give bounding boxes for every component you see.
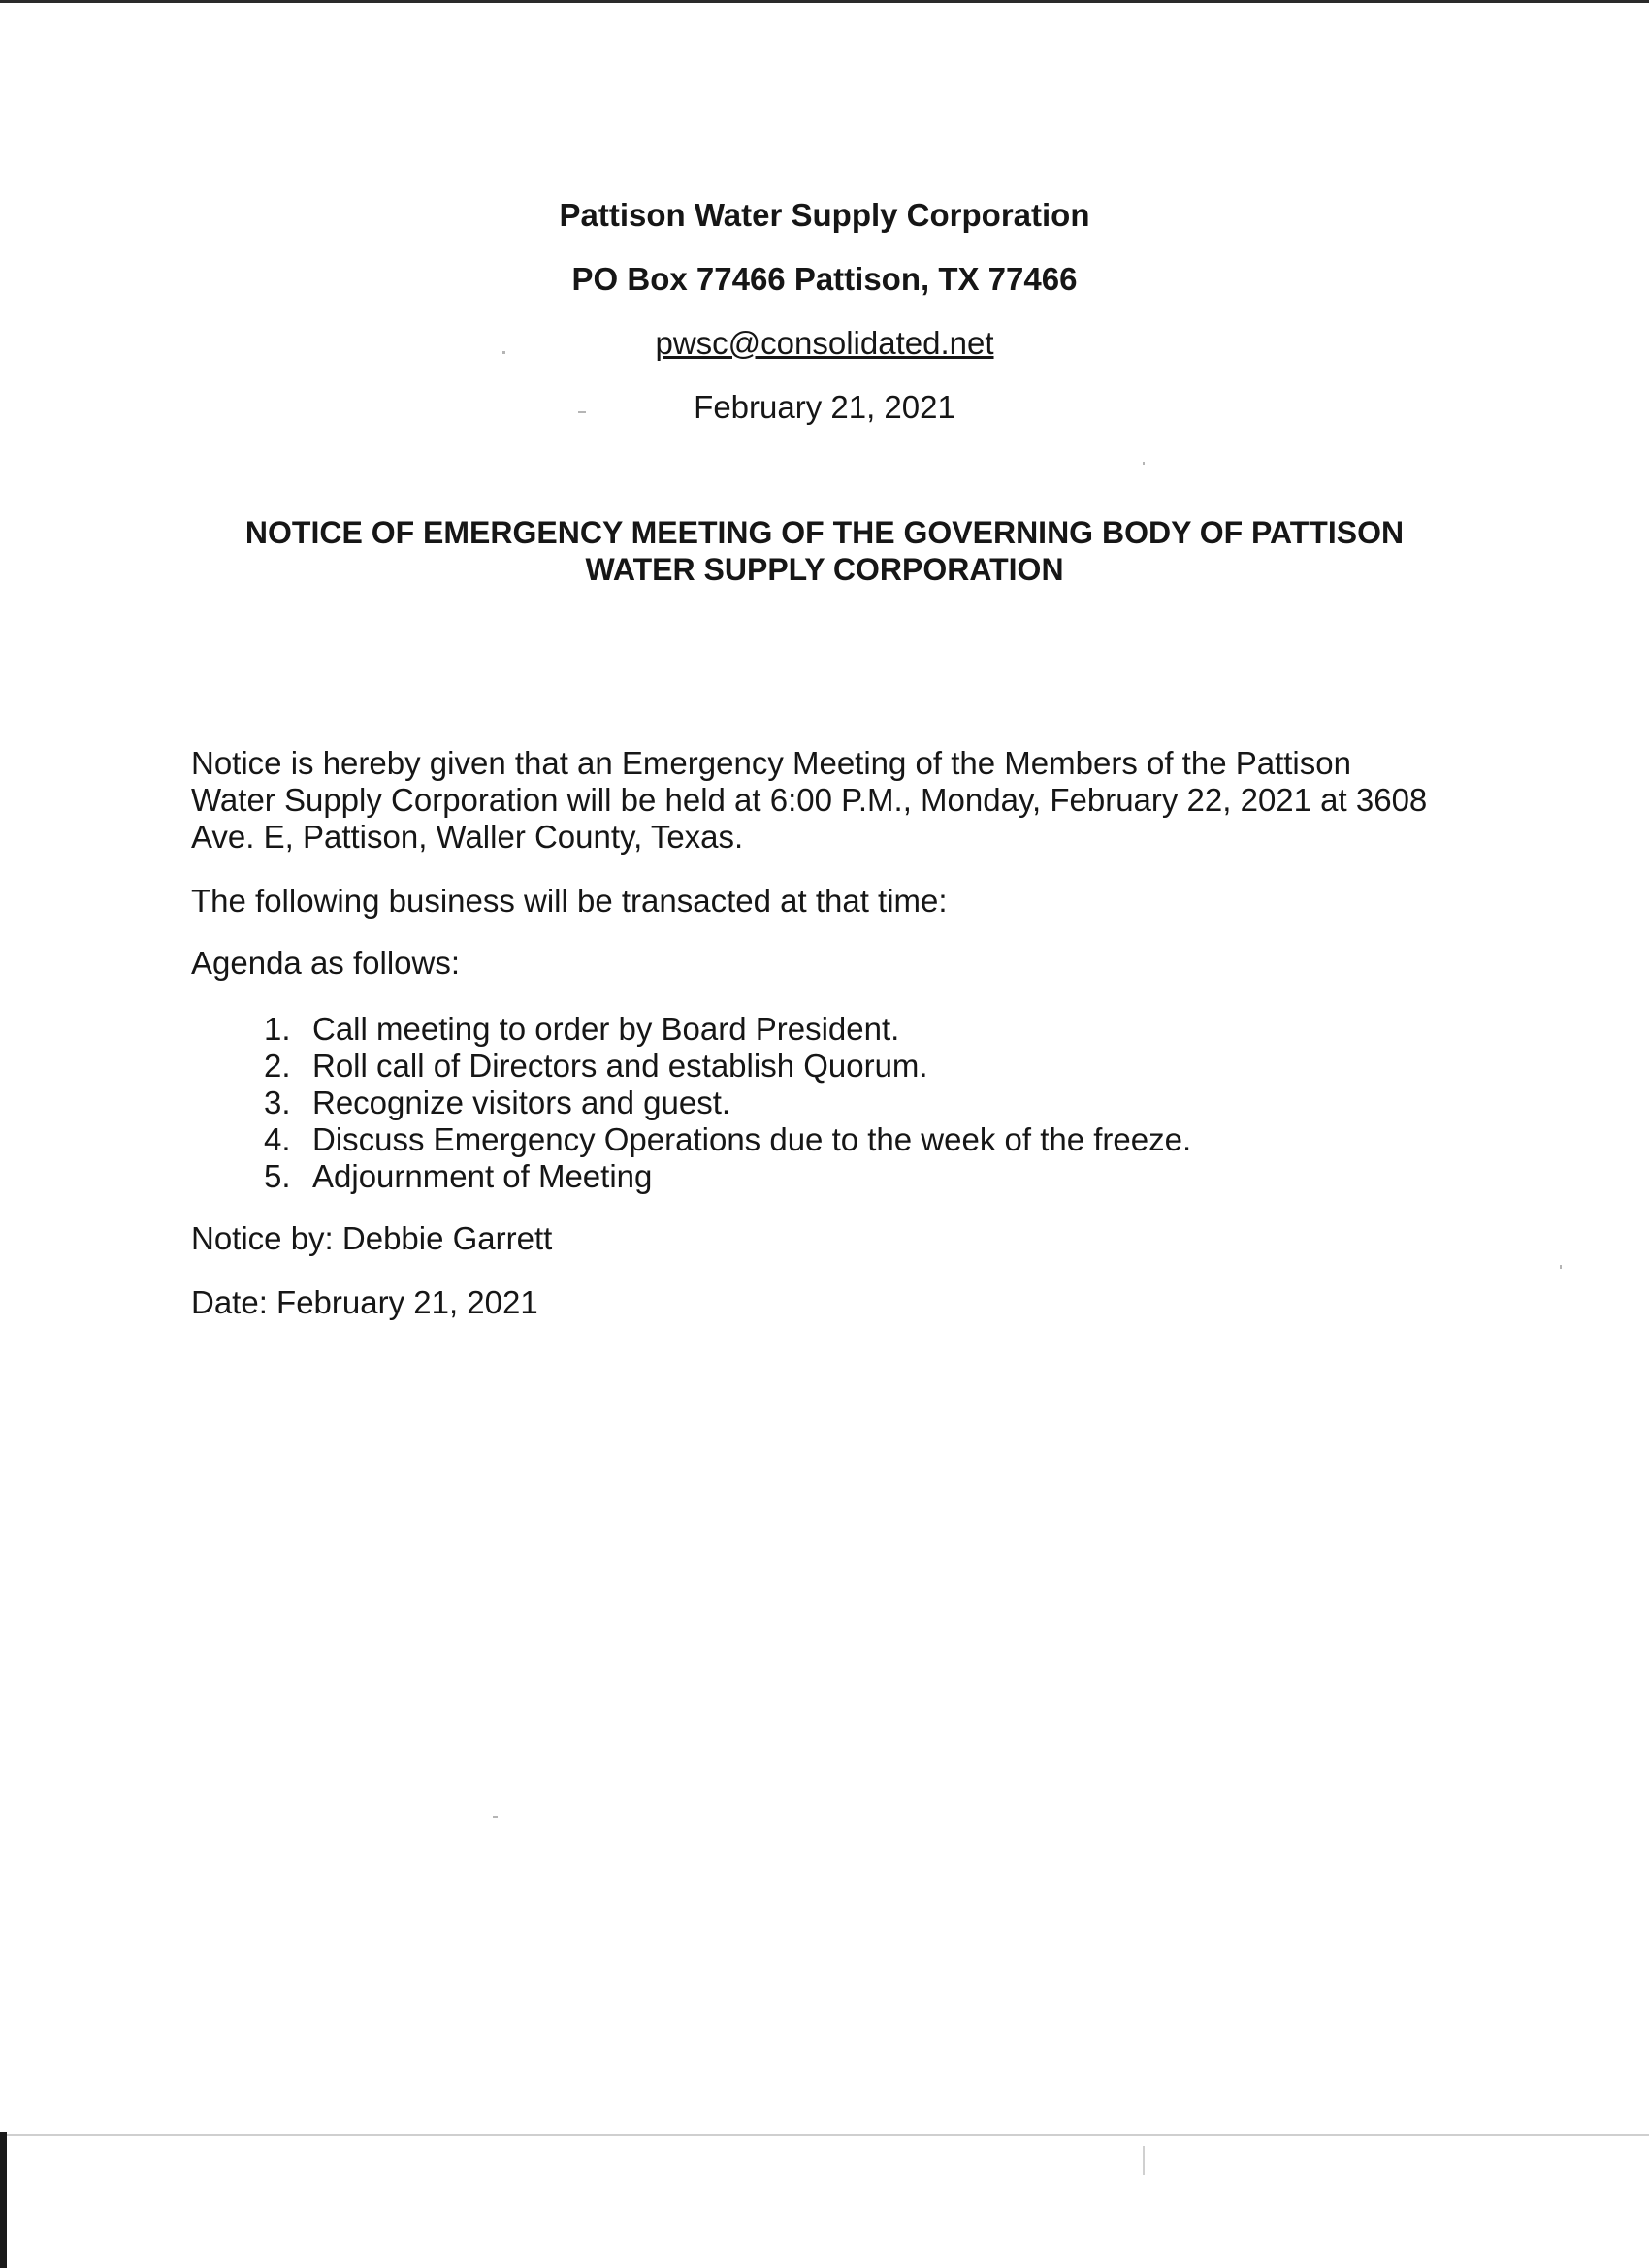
agenda-item-text: Roll call of Directors and establish Quorum. <box>312 1048 928 1084</box>
agenda-item-text: Adjournment of Meeting <box>312 1158 653 1194</box>
notice-paragraph-line: Ave. E, Pattison, Waller County, Texas. <box>191 819 744 855</box>
signed-date: Date: February 21, 2021 <box>191 1284 538 1320</box>
agenda-item-text: Recognize visitors and guest. <box>312 1085 731 1120</box>
agenda-item-text: Call meeting to order by Board President. <box>312 1011 900 1047</box>
agenda-item-number: 3. <box>264 1085 291 1120</box>
scan-speck <box>1143 462 1145 465</box>
scan-top-edge <box>0 0 1649 3</box>
notice-paragraph-line: Water Supply Corporation will be held at 6:00 P.M., Monday, February 22, 2021 at 3608 <box>191 782 1428 818</box>
mailing-address: PO Box 77466 Pattison, TX 77466 <box>571 261 1078 297</box>
scan-fold-line <box>0 2134 1649 2136</box>
agenda-item-text: Discuss Emergency Operations due to the week of the freeze. <box>312 1121 1192 1157</box>
agenda-intro: Agenda as follows: <box>191 945 461 981</box>
scan-speck <box>1560 1265 1562 1269</box>
notice-paragraph-line: Notice is hereby given that an Emergency Meeting of the Members of the Pattison <box>191 745 1351 781</box>
business-statement: The following business will be transacted at that time: <box>191 883 948 919</box>
agenda-item-number: 1. <box>264 1011 291 1047</box>
notice-title-line: WATER SUPPLY CORPORATION <box>585 552 1064 587</box>
agenda-item <box>254 1048 1191 1085</box>
organization-name: Pattison Water Supply Corporation <box>559 197 1090 233</box>
email-link[interactable]: pwsc@consolidated.net <box>655 325 994 361</box>
agenda-item <box>254 1011 1191 1048</box>
agenda-item <box>254 1121 1191 1158</box>
agenda-item-number: 4. <box>264 1121 291 1157</box>
header-date: February 21, 2021 <box>694 389 955 425</box>
scan-speck <box>1143 2146 1145 2175</box>
agenda-item <box>254 1158 1191 1195</box>
agenda-item <box>254 1085 1191 1121</box>
email-line <box>0 324 1649 363</box>
agenda-item-number: 5. <box>264 1158 291 1194</box>
agenda-item-number: 2. <box>264 1048 291 1084</box>
notice-title <box>146 514 1504 588</box>
notice-by: Notice by: Debbie Garrett <box>191 1220 553 1256</box>
notice-paragraph <box>191 745 1427 856</box>
scan-left-edge <box>0 2132 7 2268</box>
scan-speck <box>493 1816 498 1818</box>
notice-title-line: NOTICE OF EMERGENCY MEETING OF THE GOVERNING BODY OF PATTISON <box>244 515 1405 550</box>
agenda-list <box>254 1011 1191 1195</box>
